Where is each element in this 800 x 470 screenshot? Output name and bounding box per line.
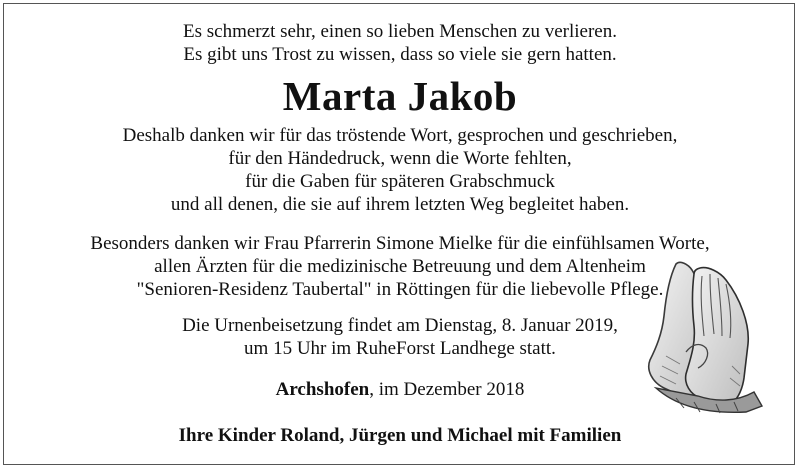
intro-line: Es gibt uns Trost zu wissen, dass so viele sie gern hatten. (183, 44, 617, 65)
family-signature: Ihre Kinder Roland, Jürgen und Michael mit Familien (178, 425, 622, 446)
intro-line: Es schmerzt sehr, einen so lieben Menschen zu verlieren. (183, 21, 617, 42)
thanks-line: und all denen, die sie auf ihrem letzten Weg begleitet haben. (170, 194, 630, 215)
burial-line: um 15 Uhr im RuheForst Landhege statt. (244, 338, 556, 359)
place-date: , im Dezember 2018 (369, 379, 525, 400)
praying-hands-icon (636, 256, 776, 416)
thanks-text (0, 124, 800, 216)
special-thanks-line: allen Ärzten für die medizinische Betreuung und dem Altenheim (154, 256, 646, 277)
burial-line: Die Urnenbeisetzung findet am Dienstag, 8. Januar 2019, (182, 315, 618, 336)
thanks-line: Deshalb danken wir für das tröstende Wort, gesprochen und geschrieben, (122, 125, 678, 146)
place-town: Archshofen (275, 379, 370, 400)
intro-text (0, 20, 800, 66)
thanks-line: für die Gaben für späteren Grabschmuck (245, 171, 555, 192)
special-thanks-line: "Senioren-Residenz Taubertal" in Röttingen für die liebevolle Pflege. (136, 279, 664, 300)
special-thanks-line: Besonders danken wir Frau Pfarrerin Simone Mielke für die einfühlsamen Worte, (90, 233, 710, 254)
thanks-line: für den Händedruck, wenn die Worte fehlten, (228, 148, 572, 169)
deceased-name: Marta Jakob (282, 73, 518, 119)
